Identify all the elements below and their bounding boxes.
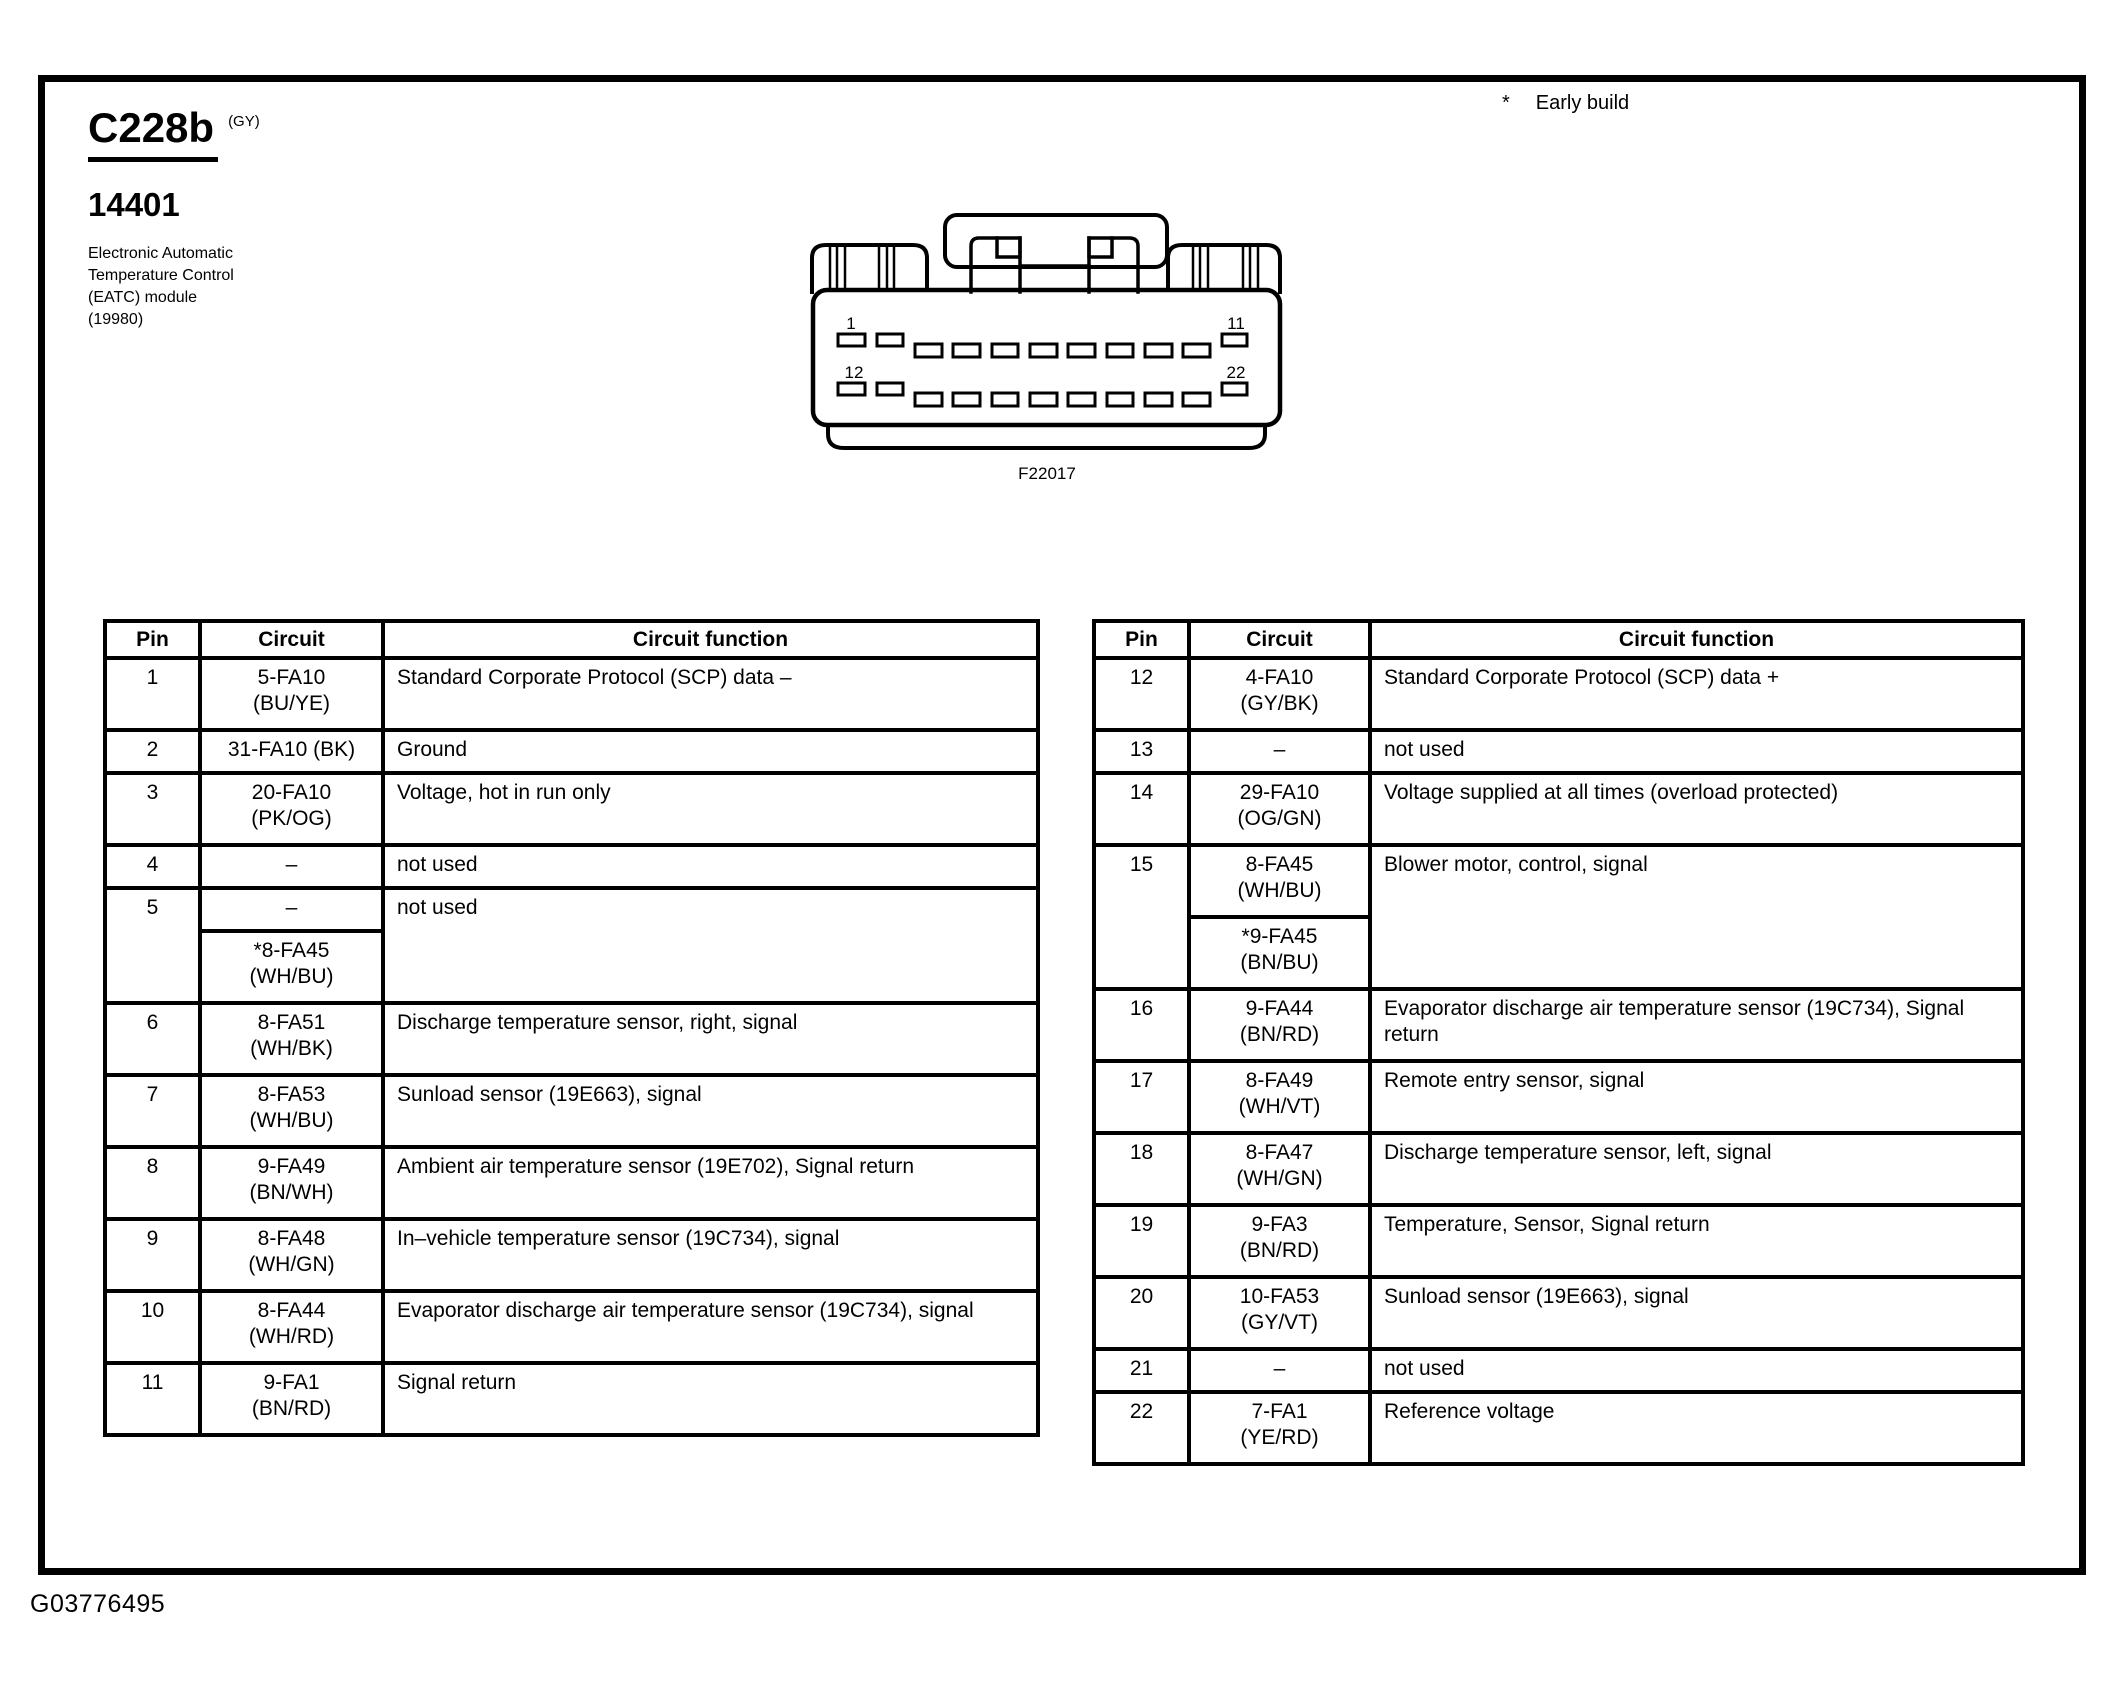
pin-cell: 17 bbox=[1094, 1061, 1189, 1133]
pin-cell: 9 bbox=[105, 1219, 200, 1291]
circuit-code: 8-FA51 bbox=[257, 1011, 326, 1034]
pin-cell: 14 bbox=[1094, 773, 1189, 845]
pin-cell: 8 bbox=[105, 1147, 200, 1219]
function-cell: Evaporator discharge air temperature sensor (19C734), Signal return bbox=[1370, 989, 2023, 1061]
circuit-code: 4-FA10 bbox=[1245, 666, 1314, 689]
circuit-color: (WH/BU) bbox=[249, 1109, 334, 1132]
column-header-circuit: Circuit bbox=[1189, 621, 1370, 658]
table-header-row bbox=[105, 621, 1038, 658]
table-row bbox=[1094, 989, 2023, 1061]
circuit-color: (WH/GN) bbox=[1236, 1167, 1323, 1190]
circuit-cell bbox=[200, 1075, 383, 1147]
function-cell: Ground bbox=[383, 730, 1038, 773]
pin-cell: 5 bbox=[105, 888, 200, 1003]
circuit-code: 9-FA44 bbox=[1245, 997, 1314, 1020]
circuit-color: (BN/RD) bbox=[251, 1397, 332, 1420]
function-cell: not used bbox=[383, 888, 1038, 1003]
function-cell: Voltage, hot in run only bbox=[383, 773, 1038, 845]
function-cell: not used bbox=[1370, 730, 2023, 773]
function-cell: Signal return bbox=[383, 1363, 1038, 1435]
circuit-cell bbox=[1189, 989, 1370, 1061]
table-row bbox=[105, 1363, 1038, 1435]
table-row bbox=[1094, 658, 2023, 730]
circuit-code: – bbox=[285, 896, 298, 919]
circuit-cell bbox=[200, 730, 383, 773]
circuit-cell bbox=[200, 1219, 383, 1291]
function-cell: Remote entry sensor, signal bbox=[1370, 1061, 2023, 1133]
pin-cell: 4 bbox=[105, 845, 200, 888]
table-row bbox=[105, 1075, 1038, 1147]
function-cell: In–vehicle temperature sensor (19C734), signal bbox=[383, 1219, 1038, 1291]
circuit-code: *8-FA45 bbox=[253, 939, 330, 962]
circuit-cell bbox=[1189, 773, 1370, 845]
table-row bbox=[105, 888, 1038, 931]
circuit-color: (WH/BU) bbox=[1237, 879, 1322, 902]
circuit-color: (BU/YE) bbox=[252, 692, 330, 715]
pin-cell: 10 bbox=[105, 1291, 200, 1363]
function-cell: Voltage supplied at all times (overload protected) bbox=[1370, 773, 2023, 845]
function-cell: Standard Corporate Protocol (SCP) data – bbox=[383, 658, 1038, 730]
circuit-cell bbox=[200, 658, 383, 730]
pin-12-label: 12 bbox=[844, 363, 864, 382]
pin-11-label: 11 bbox=[1227, 314, 1245, 333]
circuit-cell bbox=[1189, 658, 1370, 730]
circuit-color: (BN/RD) bbox=[1239, 1239, 1320, 1262]
connector-lock-tab bbox=[945, 215, 1167, 267]
circuit-color: (GY/BK) bbox=[1240, 692, 1319, 715]
circuit-color: (BN/WH) bbox=[249, 1181, 334, 1204]
circuit-cell bbox=[1189, 1277, 1370, 1349]
circuit-color: (WH/RD) bbox=[248, 1325, 335, 1348]
column-header-function: Circuit function bbox=[1370, 621, 2023, 658]
table-row bbox=[1094, 1133, 2023, 1205]
pin-cell: 16 bbox=[1094, 989, 1189, 1061]
connector-left-rib-block bbox=[812, 245, 927, 292]
circuit-cell bbox=[1189, 1133, 1370, 1205]
circuit-cell bbox=[200, 1147, 383, 1219]
circuit-cell-early-build bbox=[200, 931, 383, 1003]
circuit-code: 8-FA48 bbox=[257, 1227, 326, 1250]
pin-cell: 12 bbox=[1094, 658, 1189, 730]
pin-cell: 20 bbox=[1094, 1277, 1189, 1349]
circuit-code: 9-FA1 bbox=[263, 1371, 320, 1394]
function-cell: Evaporator discharge air temperature sensor (19C734), signal bbox=[383, 1291, 1038, 1363]
circuit-code: 10-FA53 bbox=[1239, 1285, 1320, 1308]
circuit-cell bbox=[1189, 1392, 1370, 1464]
circuit-code: 8-FA53 bbox=[257, 1083, 326, 1106]
circuit-cell bbox=[200, 773, 383, 845]
pin-cell: 19 bbox=[1094, 1205, 1189, 1277]
pin-22-label: 22 bbox=[1226, 363, 1246, 382]
component-number: 14401 bbox=[88, 186, 180, 224]
circuit-code: 5-FA10 bbox=[257, 666, 326, 689]
circuit-code: 8-FA45 bbox=[1245, 853, 1314, 876]
connector-color-code: (GY) bbox=[228, 113, 260, 130]
table-row bbox=[1094, 773, 2023, 845]
pin-cell: 1 bbox=[105, 658, 200, 730]
connector-id: C228b bbox=[88, 105, 218, 162]
figure-caption: F22017 bbox=[1018, 464, 1076, 483]
circuit-color: (WH/GN) bbox=[248, 1253, 335, 1276]
table-row bbox=[105, 845, 1038, 888]
table-row bbox=[105, 1219, 1038, 1291]
pinout-table-left bbox=[103, 619, 1040, 1437]
circuit-code: – bbox=[1273, 1357, 1286, 1380]
circuit-cell bbox=[200, 845, 383, 888]
function-cell: Discharge temperature sensor, right, signal bbox=[383, 1003, 1038, 1075]
title-row bbox=[88, 105, 260, 162]
pin-cell: 15 bbox=[1094, 845, 1189, 989]
circuit-color: (YE/RD) bbox=[1240, 1426, 1319, 1449]
circuit-code: 7-FA1 bbox=[1251, 1400, 1308, 1423]
connector-diagram bbox=[780, 170, 1300, 490]
description-line: Electronic Automatic bbox=[88, 245, 233, 263]
pin-cell: 18 bbox=[1094, 1133, 1189, 1205]
table-row bbox=[105, 658, 1038, 730]
description-line: (19980) bbox=[88, 311, 144, 329]
pin-cell: 21 bbox=[1094, 1349, 1189, 1392]
circuit-code: – bbox=[285, 853, 298, 876]
circuit-code: 8-FA49 bbox=[1245, 1069, 1314, 1092]
pin-cell: 13 bbox=[1094, 730, 1189, 773]
circuit-cell bbox=[1189, 1205, 1370, 1277]
connector-right-rib-block bbox=[1168, 245, 1280, 292]
function-cell: Standard Corporate Protocol (SCP) data + bbox=[1370, 658, 2023, 730]
circuit-code: 29-FA10 bbox=[1239, 781, 1320, 804]
function-cell: Sunload sensor (19E663), signal bbox=[383, 1075, 1038, 1147]
figure-id: G03776495 bbox=[30, 1590, 166, 1618]
pin-cell: 7 bbox=[105, 1075, 200, 1147]
circuit-code: 31-FA10 (BK) bbox=[227, 738, 356, 761]
circuit-color: (WH/BK) bbox=[250, 1037, 333, 1060]
table-row bbox=[1094, 1349, 2023, 1392]
function-cell: not used bbox=[383, 845, 1038, 888]
pin-1-label: 1 bbox=[846, 314, 856, 333]
table-row bbox=[105, 1003, 1038, 1075]
column-header-pin: Pin bbox=[105, 621, 200, 658]
table-row bbox=[105, 773, 1038, 845]
title-block bbox=[88, 105, 260, 331]
column-header-pin: Pin bbox=[1094, 621, 1189, 658]
circuit-cell bbox=[200, 888, 383, 931]
circuit-color: (GY/VT) bbox=[1241, 1311, 1318, 1334]
circuit-cell-early-build bbox=[1189, 917, 1370, 989]
function-cell: Reference voltage bbox=[1370, 1392, 2023, 1464]
circuit-color: (PK/OG) bbox=[251, 807, 332, 830]
circuit-cell bbox=[1189, 1349, 1370, 1392]
pin-cell: 3 bbox=[105, 773, 200, 845]
function-cell: not used bbox=[1370, 1349, 2023, 1392]
table-row bbox=[105, 1147, 1038, 1219]
circuit-cell bbox=[1189, 730, 1370, 773]
pinout-table-right bbox=[1092, 619, 2025, 1466]
table-row bbox=[1094, 1061, 2023, 1133]
function-cell: Temperature, Sensor, Signal return bbox=[1370, 1205, 2023, 1277]
note-label: Early build bbox=[1535, 92, 1630, 114]
circuit-code: 20-FA10 bbox=[251, 781, 332, 804]
circuit-cell bbox=[200, 1003, 383, 1075]
circuit-cell bbox=[200, 1363, 383, 1435]
circuit-code: 8-FA47 bbox=[1245, 1141, 1314, 1164]
pin-cell: 6 bbox=[105, 1003, 200, 1075]
circuit-cell bbox=[200, 1291, 383, 1363]
function-cell: Sunload sensor (19E663), signal bbox=[1370, 1277, 2023, 1349]
function-cell: Blower motor, control, signal bbox=[1370, 845, 2023, 989]
component-description bbox=[88, 243, 260, 331]
circuit-color: (BN/BU) bbox=[1240, 951, 1319, 974]
circuit-code: *9-FA45 bbox=[1241, 925, 1318, 948]
table-row bbox=[1094, 1277, 2023, 1349]
circuit-color: (WH/VT) bbox=[1238, 1095, 1321, 1118]
table-row bbox=[1094, 845, 2023, 917]
circuit-cell bbox=[1189, 845, 1370, 917]
column-header-circuit: Circuit bbox=[200, 621, 383, 658]
table-row bbox=[1094, 730, 2023, 773]
circuit-color: (WH/BU) bbox=[249, 965, 334, 988]
circuit-code: 8-FA44 bbox=[257, 1299, 326, 1322]
description-line: (EATC) module bbox=[88, 289, 198, 307]
function-cell: Discharge temperature sensor, left, signal bbox=[1370, 1133, 2023, 1205]
column-header-function: Circuit function bbox=[383, 621, 1038, 658]
table-row bbox=[105, 730, 1038, 773]
pin-cell: 11 bbox=[105, 1363, 200, 1435]
circuit-color: (OG/GN) bbox=[1237, 807, 1322, 830]
circuit-code: – bbox=[1273, 738, 1286, 761]
circuit-code: 9-FA3 bbox=[1251, 1213, 1308, 1236]
circuit-code: 9-FA49 bbox=[257, 1155, 326, 1178]
circuit-cell bbox=[1189, 1061, 1370, 1133]
table-row bbox=[1094, 1392, 2023, 1464]
circuit-color: (BN/RD) bbox=[1239, 1023, 1320, 1046]
table-header-row bbox=[1094, 621, 2023, 658]
early-build-note bbox=[1502, 92, 1629, 115]
table-row bbox=[105, 1291, 1038, 1363]
table-row bbox=[1094, 1205, 2023, 1277]
description-line: Temperature Control bbox=[88, 267, 234, 285]
pin-cell: 2 bbox=[105, 730, 200, 773]
function-cell: Ambient air temperature sensor (19E702), Signal return bbox=[383, 1147, 1038, 1219]
pin-cell: 22 bbox=[1094, 1392, 1189, 1464]
note-asterisk: * bbox=[1502, 92, 1510, 114]
